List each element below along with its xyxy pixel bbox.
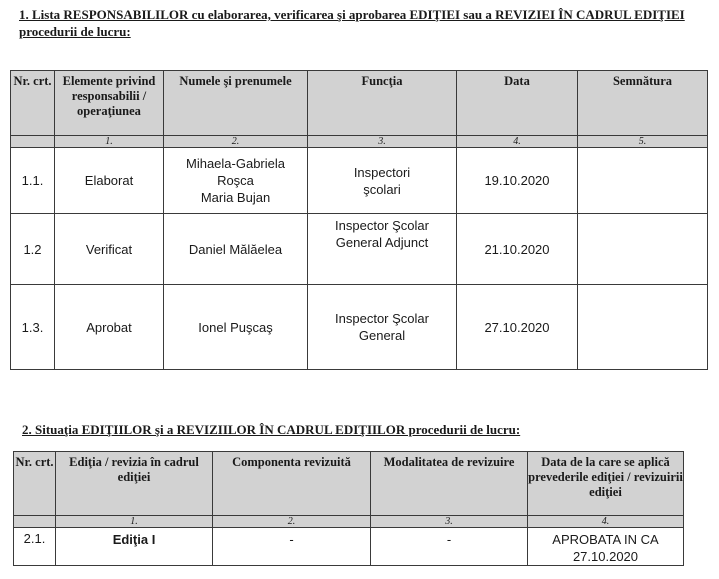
row-signature <box>578 285 708 370</box>
row-nr: 1.2 <box>11 214 55 285</box>
col-number: 4. <box>457 136 578 148</box>
row-nr: 2.1. <box>14 528 56 566</box>
row-functie <box>308 148 457 214</box>
header-nr-crt: Nr. crt. <box>14 452 56 516</box>
table-row <box>11 214 708 285</box>
header-semnatura: Semnătura <box>578 71 708 136</box>
col-number: 1. <box>55 136 164 148</box>
table-header-row <box>11 71 708 136</box>
col-number: 2. <box>213 516 371 528</box>
row-element: Aprobat <box>55 285 164 370</box>
header-componenta: Componenta revizuită <box>213 452 371 516</box>
row-modalitatea: - <box>371 528 528 566</box>
header-editia: Ediţia / revizia în cadrul ediţiei <box>56 452 213 516</box>
functie-line: General <box>358 328 406 343</box>
name-line: Daniel Mălăelea <box>188 241 283 257</box>
name-line: Mihaela-Gabriela <box>186 156 285 171</box>
section-2-title: 2. Situaţia EDIŢIILOR şi a REVIZIILOR ÎN CADRUL EDIŢIILOR procedurii de lucru: <box>22 422 521 437</box>
editions-table <box>13 451 684 566</box>
table-row <box>11 148 708 214</box>
header-data: Data <box>457 71 578 136</box>
header-elemente: Elemente privind responsabilii / operaţiunea <box>55 71 164 136</box>
table-row <box>14 528 684 566</box>
col-number: 3. <box>371 516 528 528</box>
row-date: 19.10.2020 <box>457 148 578 214</box>
row-editia: Ediţia I <box>56 528 213 566</box>
table-header-row <box>14 452 684 516</box>
header-modalitatea: Modalitatea de revizuire <box>371 452 528 516</box>
row-nr: 1.3. <box>11 285 55 370</box>
row-names <box>164 214 308 285</box>
column-number-row <box>14 516 684 528</box>
header-functia: Funcţia <box>308 71 457 136</box>
data-aplicare-line: APROBATA IN CA <box>552 532 659 547</box>
header-nr-crt: Nr. crt. <box>11 71 55 136</box>
row-element: Elaborat <box>55 148 164 214</box>
col-number: 4. <box>528 516 684 528</box>
col-number: 2. <box>164 136 308 148</box>
header-nume: Numele şi prenumele <box>164 71 308 136</box>
col-number: 5. <box>578 136 708 148</box>
row-functie <box>308 285 457 370</box>
functie-line: General Adjunct <box>335 235 429 250</box>
row-names <box>164 148 308 214</box>
row-componenta: - <box>213 528 371 566</box>
row-element: Verificat <box>55 214 164 285</box>
column-number-row <box>11 136 708 148</box>
row-functie <box>308 214 457 285</box>
row-nr: 1.1. <box>11 148 55 214</box>
data-aplicare-line: 27.10.2020 <box>572 549 639 564</box>
row-names <box>164 285 308 370</box>
table-row <box>11 285 708 370</box>
col-number <box>11 136 55 148</box>
functie-line: Inspector Şcolar <box>335 218 429 233</box>
row-data-aplicare <box>528 528 684 566</box>
name-line: Roşca <box>217 173 254 188</box>
functie-line: Inspectori <box>353 164 411 180</box>
functie-line: Inspector Şcolar <box>335 311 429 326</box>
col-number: 1. <box>56 516 213 528</box>
row-date: 27.10.2020 <box>457 285 578 370</box>
functie-line: şcolari <box>363 181 401 197</box>
col-number <box>14 516 56 528</box>
col-number: 3. <box>308 136 457 148</box>
header-data-aplicare: Data de la care se aplică prevederile ediţiei / revizuirii ediţiei <box>528 452 684 516</box>
responsibles-table <box>10 70 708 370</box>
section-1-title: 1. Lista RESPONSABILILOR cu elaborarea, verificarea şi aprobarea EDIŢIEI sau a REVIZIEI ÎN CADRUL EDIŢIEI procedurii de lucru: <box>19 7 685 39</box>
name-line: Ionel Puşcaş <box>198 319 273 335</box>
row-signature <box>578 148 708 214</box>
row-date: 21.10.2020 <box>457 214 578 285</box>
row-signature <box>578 214 708 285</box>
name-line: Maria Bujan <box>200 190 271 205</box>
